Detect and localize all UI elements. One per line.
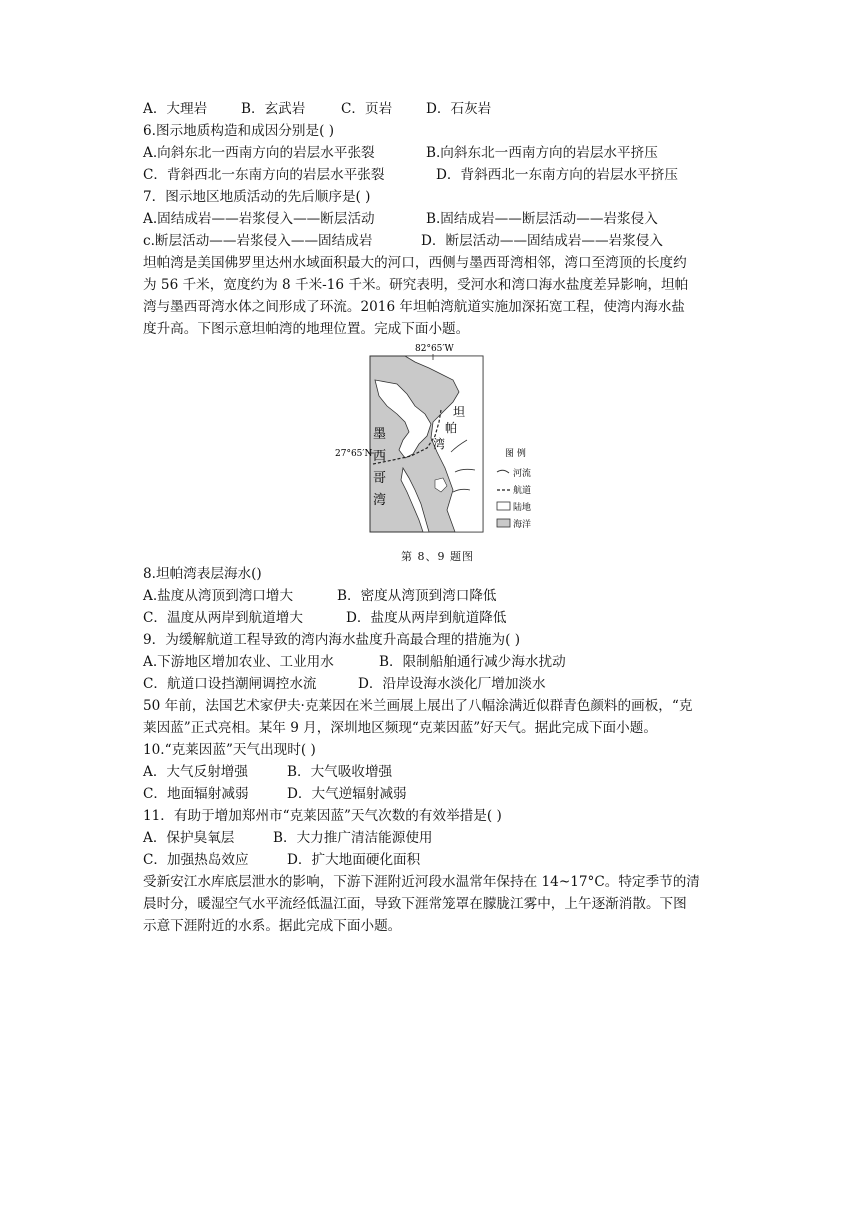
q10-options-row2 (143, 784, 407, 804)
q10-stem: 10.“克莱因蓝”天气出现时( ) (143, 742, 316, 758)
passage1-line1: 坦帕湾是美国佛罗里达州水域面积最大的河口，西侧与墨西哥湾相邻，湾口至湾顶的长度约 (143, 255, 687, 271)
q10-option-a: A．大气反射增强 (143, 764, 248, 780)
map-bay-char-2: 帕 (445, 421, 458, 435)
passage2-line1: 50 年前，法国艺术家伊夫·克莱因在米兰画展上展出了八幅涂满近似群青色颜料的画板，“克 (143, 698, 693, 714)
q8-option-d: D．盐度从两岸到航道降低 (346, 610, 507, 626)
map-legend-sea-icon (497, 519, 510, 527)
map-gulf-char-2: 西 (373, 449, 387, 464)
passage3-line1: 受新安江水库底层泄水的影响，下游下涯附近河段水温常年保持在 14~17°C。特定季节的清 (143, 874, 700, 890)
figure-caption: 第 8、9 题图 (401, 550, 474, 563)
q10-option-d: D．大气逆辐射减弱 (287, 786, 407, 802)
map-gulf-char-1: 墨 (373, 427, 387, 442)
q11-option-c: C．加强热岛效应 (143, 852, 249, 868)
q7-option-a: A.固结成岩——岩浆侵入——断层活动 (143, 211, 375, 227)
map-longitude-label: 82°65′W (415, 344, 454, 354)
q7-stem: 7．图示地区地质活动的先后顺序是( ) (143, 189, 371, 205)
q7-options-row2 (143, 231, 663, 251)
q5-option-b: B．玄武岩 (241, 101, 306, 117)
passage3-line3: 示意下涯附近的水系。据此完成下面小题。 (143, 918, 402, 934)
q5-option-d: D．石灰岩 (426, 101, 492, 117)
q6-option-a: A.向斜东北一西南方向的岩层水平张裂 (143, 145, 375, 161)
map-legend-channel: 航道 (513, 486, 532, 496)
q8-options-row1 (143, 586, 497, 606)
q9-options-row2 (143, 674, 546, 694)
q6-options-row2 (143, 165, 678, 185)
q8-stem: 8.坦帕湾表层海水() (143, 566, 262, 582)
q7-option-c: c.断层活动——岩浆侵入——固结成岩 (143, 233, 373, 249)
tampa-bay-map (335, 340, 555, 565)
passage1-line2: 为 56 千米，宽度约为 8 千米-16 千米。研究表明，受河水和湾口海水盐度差异影响，坦帕 (143, 277, 689, 293)
passage1-line4: 度升高。下图示意坦帕湾的地理位置。完成下面小题。 (143, 321, 470, 337)
q6-option-d: D．背斜西北一东南方向的岩层水平挤压 (436, 167, 678, 183)
q11-options-row1 (143, 828, 433, 848)
map-gulf-char-3: 哥 (373, 471, 387, 486)
map-bay-char-3: 湾 (433, 437, 446, 451)
map-legend-sea: 海洋 (513, 520, 532, 530)
q9-option-c: C．航道口设挡潮闸调控水流 (143, 676, 317, 692)
q10-option-b: B．大气吸收增强 (287, 764, 393, 780)
q10-options-row1 (143, 762, 392, 782)
q5-options-row (143, 99, 491, 119)
map-legend-river-icon (497, 470, 509, 473)
q9-option-a: A.下游地区增加农业、工业用水 (143, 654, 334, 670)
q8-option-b: B．密度从湾顶到湾口降低 (337, 588, 497, 604)
q6-options-row1 (143, 143, 658, 163)
passage3-line2: 晨时分，暖湿空气水平流经低温江面，导致下涯常笼罩在朦胧江雾中，上午逐渐消散。下图 (143, 896, 687, 912)
q11-option-d: D．扩大地面硬化面积 (287, 852, 421, 868)
q9-option-b: B．限制船舶通行减少海水扰动 (379, 654, 566, 670)
map-legend-land-icon (497, 502, 510, 510)
q6-stem: 6.图示地质构造和成因分别是( ) (143, 123, 335, 139)
q6-option-c: C．背斜西北一东南方向的岩层水平张裂 (143, 167, 385, 183)
q8-option-c: C．温度从两岸到航道增大 (143, 610, 303, 626)
q8-options-row2 (143, 608, 506, 628)
map-legend-land: 陆地 (513, 503, 532, 513)
q11-option-a: A．保护臭氧层 (143, 830, 235, 846)
q11-option-b: B．大力推广清洁能源使用 (273, 830, 433, 846)
q6-option-b: B.向斜东北一西南方向的岩层水平挤压 (426, 145, 658, 161)
q9-options-row1 (143, 652, 566, 672)
q11-options-row2 (143, 850, 420, 870)
q10-option-c: C．地面辐射减弱 (143, 786, 249, 802)
q5-option-c: C．页岩 (341, 101, 393, 117)
passage1-line3: 湾与墨西哥湾水体之间形成了环流。2016 年坦帕湾航道实施加深拓宽工程，使湾内海水盐 (143, 299, 685, 315)
passage2-line2: 莱因蓝”正式亮相。某年 9 月，深圳地区频现“克莱因蓝”好天气。据此完成下面小题。 (143, 720, 657, 736)
q8-option-a: A.盐度从湾顶到湾口增大 (143, 588, 294, 604)
q11-stem: 11．有助于增加郑州市“克莱因蓝”天气次数的有效举措是( ) (143, 808, 502, 824)
q7-options-row1 (143, 209, 658, 229)
map-legend-title: 图 例 (505, 449, 526, 459)
map-legend-river: 河流 (513, 469, 532, 479)
map-gulf-char-4: 湾 (373, 493, 387, 508)
q7-option-d: D．断层活动——固结成岩——岩浆侵入 (421, 233, 663, 249)
map-bay-char-1: 坦 (453, 405, 466, 419)
q9-stem: 9．为缓解航道工程导致的湾内海水盐度升高最合理的措施为( ) (143, 632, 521, 648)
map-latitude-label: 27°65′N (335, 449, 373, 459)
q7-option-b: B.固结成岩——断层活动——岩浆侵入 (426, 211, 658, 227)
q9-option-d: D．沿岸设海水淡化厂增加淡水 (358, 676, 546, 692)
q5-option-a: A．大理岩 (143, 101, 208, 117)
